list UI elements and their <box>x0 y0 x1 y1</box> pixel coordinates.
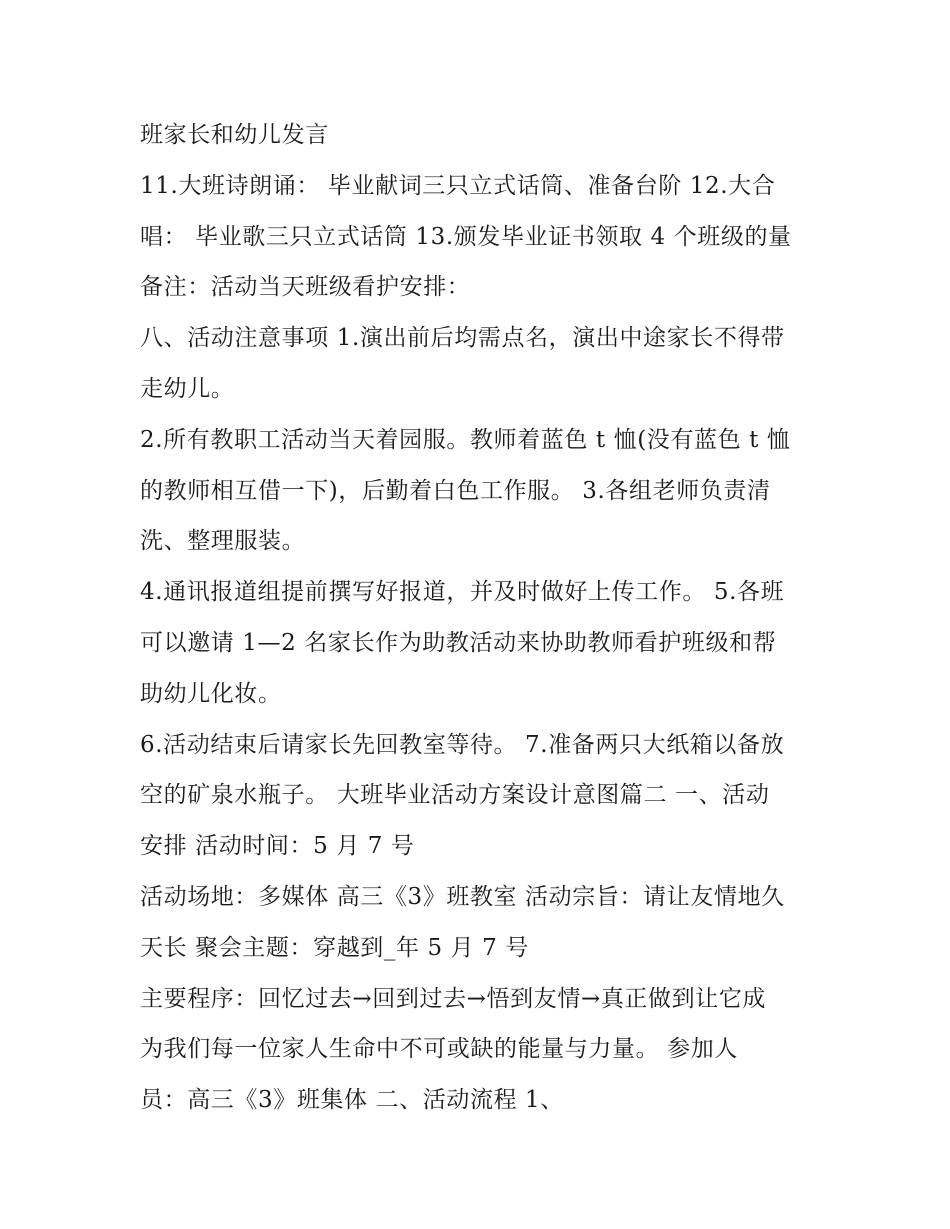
text-line: 6.活动结束后请家长先回教室等待。 7.准备两只大纸箱以备放 <box>140 731 785 758</box>
text-line: 天长 聚会主题：穿越到_年 5 月 7 号 <box>140 934 529 961</box>
text-line: 可以邀请 1—2 名家长作为助教活动来协助教师看护班级和帮 <box>140 629 777 656</box>
text-line: 4.通讯报道组提前撰写好报道，并及时做好上传工作。 5.各班 <box>140 579 785 606</box>
text-line: 备注：活动当天班级看护安排： <box>140 274 471 301</box>
text-line: 唱： 毕业歌三只立式话筒 13.颁发毕业证书领取 4 个班级的量 <box>140 223 792 250</box>
text-line: 八、活动注意事项 1.演出前后均需点名，演出中途家长不得带 <box>140 325 785 352</box>
text-line: 班家长和幼儿发言 <box>140 122 329 148</box>
document-body <box>140 110 820 1126</box>
text-line: 助幼儿化妆。 <box>140 680 282 707</box>
text-line: 2.所有教职工活动当天着园服。教师着蓝色 t 恤(没有蓝色 t 恤 <box>140 426 791 453</box>
text-line: 11.大班诗朗诵： 毕业献词三只立式话筒、准备台阶 12.大合 <box>140 172 776 199</box>
text-line: 洗、整理服装。 <box>140 528 306 555</box>
text-line: 走幼儿。 <box>140 375 235 402</box>
text-line: 主要程序：回忆过去→回到过去→悟到友情→真正做到让它成 <box>140 985 767 1012</box>
text-line: 为我们每一位家人生命中不可或缺的能量与力量。 参加人 <box>140 1036 738 1063</box>
text-line: 安排 活动时间：5 月 7 号 <box>140 833 415 860</box>
text-line: 活动场地：多媒体 高三《3》班教室 活动宗旨：请让友情地久 <box>140 883 785 910</box>
text-line: 员：高三《3》班集体 二、活动流程 1、 <box>140 1087 564 1114</box>
text-line: 的教师相互借一下)，后勤着白色工作服。 3.各组老师负责清 <box>140 477 771 504</box>
text-line: 空的矿泉水瓶子。 大班毕业活动方案设计意图篇二 一、活动 <box>140 782 770 809</box>
